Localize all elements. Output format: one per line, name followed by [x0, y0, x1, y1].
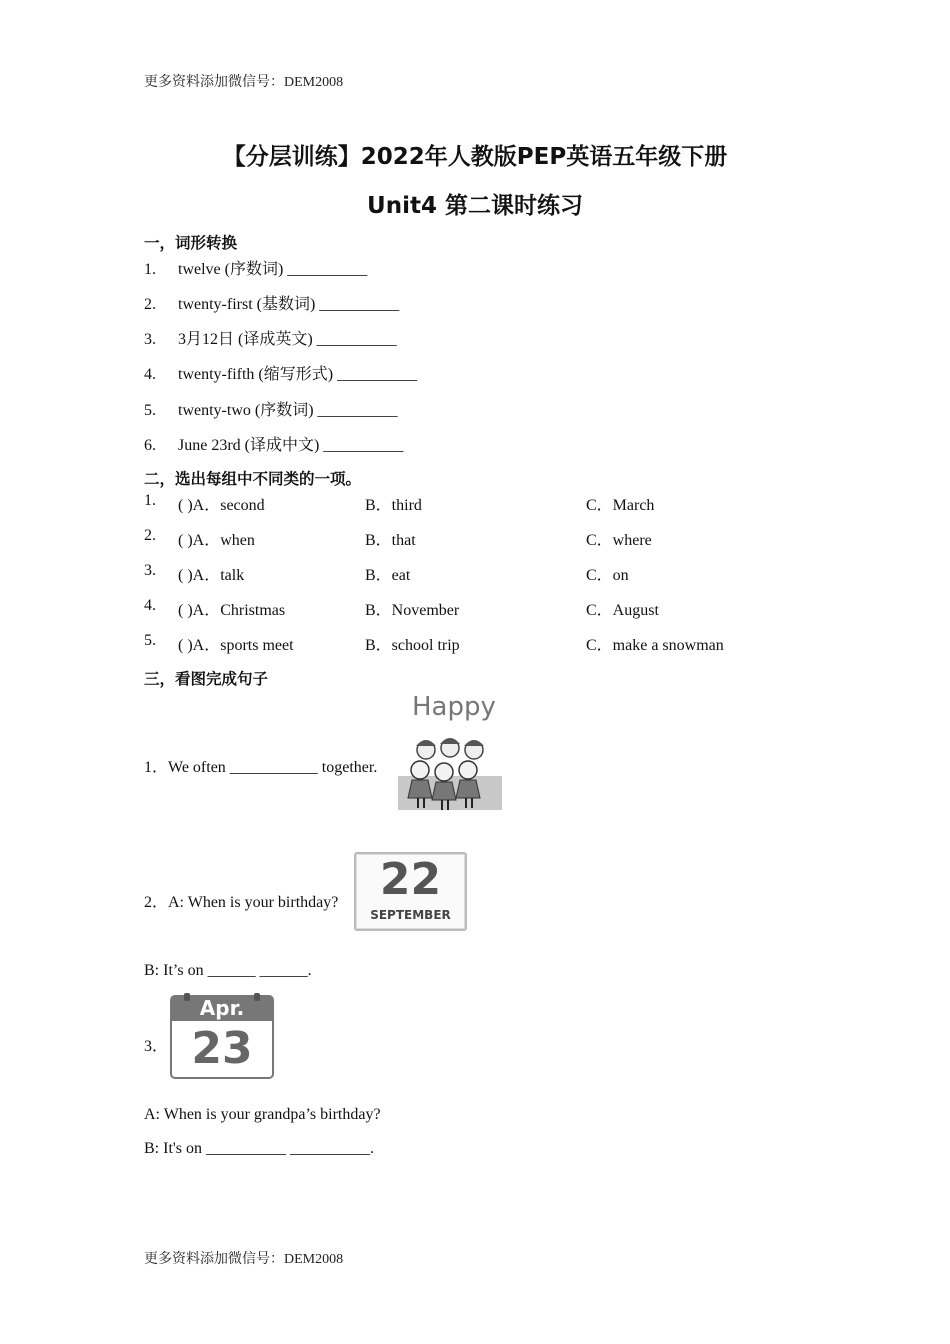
- choice-row-number: 1.: [144, 492, 156, 509]
- picture-caption: Happy: [412, 692, 496, 722]
- date-card-day: 22: [379, 854, 442, 905]
- item-text: twenty-first (基数词) __________: [178, 296, 400, 313]
- item-text: twelve (序数词) __________: [178, 261, 368, 278]
- item-text: June 23rd (译成中文) __________: [178, 437, 404, 454]
- choice-row-number: 5.: [144, 632, 156, 649]
- calendar-month: Apr.: [170, 995, 274, 1021]
- calendar-ring-icon: [184, 993, 190, 1001]
- q2-question: 2．A: When is your birthday?: [144, 894, 339, 911]
- calendar-day: 23: [170, 1021, 274, 1079]
- choice-option-a: ( )A．Christmas: [178, 602, 286, 619]
- footer-note: 更多资料添加微信号：DEM2008: [144, 1252, 344, 1267]
- q2-answer: B: It’s on ______ ______.: [144, 962, 312, 979]
- choice-option-b: B．eat: [365, 567, 411, 584]
- item-number: 1.: [144, 261, 156, 278]
- item-text: twenty-two (序数词) __________: [178, 402, 398, 419]
- section3-heading: 三，看图完成句子: [144, 670, 269, 688]
- list-item: [144, 291, 399, 314]
- choice-row-number: 3.: [144, 562, 156, 579]
- q3-answer: B: It's on __________ __________.: [144, 1140, 374, 1157]
- page-subtitle: Unit4 第二课时练习: [367, 193, 583, 219]
- choice-option-c: C．March: [586, 497, 655, 514]
- happy-kids-picture: [398, 692, 504, 812]
- choice-option-a: ( )A．when: [178, 532, 255, 549]
- item-number: 5.: [144, 402, 156, 419]
- choice-option-b: B．third: [365, 497, 422, 514]
- list-item: [144, 432, 403, 455]
- item-text: 3月12日 (译成英文) __________: [178, 331, 397, 348]
- choice-option-a: ( )A．second: [178, 497, 265, 514]
- item-text: twenty-fifth (缩写形式) __________: [178, 366, 418, 383]
- choice-option-c: C．on: [586, 567, 629, 584]
- date-card-month: SEPTEMBER: [370, 908, 451, 922]
- choice-option-b: B．that: [365, 532, 416, 549]
- list-item: [144, 326, 397, 349]
- choice-option-c: C．where: [586, 532, 652, 549]
- item-number: 2.: [144, 296, 156, 313]
- item-number: 4.: [144, 366, 156, 383]
- list-item: [144, 256, 367, 279]
- section1-heading: 一，词形转换: [144, 234, 238, 252]
- section2-heading: 二，选出每组中不同类的一项。: [144, 470, 362, 488]
- choice-option-a: ( )A．sports meet: [178, 637, 294, 654]
- choice-row-number: 2.: [144, 527, 156, 544]
- calendar-ring-icon: [254, 993, 260, 1001]
- header-note: 更多资料添加微信号：DEM2008: [144, 75, 344, 90]
- calendar-apr-23-icon: [170, 993, 274, 1081]
- q3-number: 3．: [144, 1038, 169, 1055]
- date-card-22-september: [354, 852, 467, 931]
- choice-option-b: B．school trip: [365, 637, 460, 654]
- item-number: 6.: [144, 437, 156, 454]
- item-number: 3.: [144, 331, 156, 348]
- choice-row-number: 4.: [144, 597, 156, 614]
- q1-sentence: 1．We often ___________ together.: [144, 759, 378, 776]
- page-title: 【分层训练】2022年人教版PEP英语五年级下册: [222, 144, 728, 170]
- choice-option-a: ( )A．talk: [178, 567, 245, 584]
- choice-option-c: C．make a snowman: [586, 637, 724, 654]
- choice-option-b: B．November: [365, 602, 460, 619]
- choice-option-c: C．August: [586, 602, 659, 619]
- children-group-icon: [398, 736, 502, 810]
- list-item: [144, 361, 417, 384]
- list-item: [144, 397, 398, 420]
- q3-question: A: When is your grandpa’s birthday?: [144, 1106, 381, 1123]
